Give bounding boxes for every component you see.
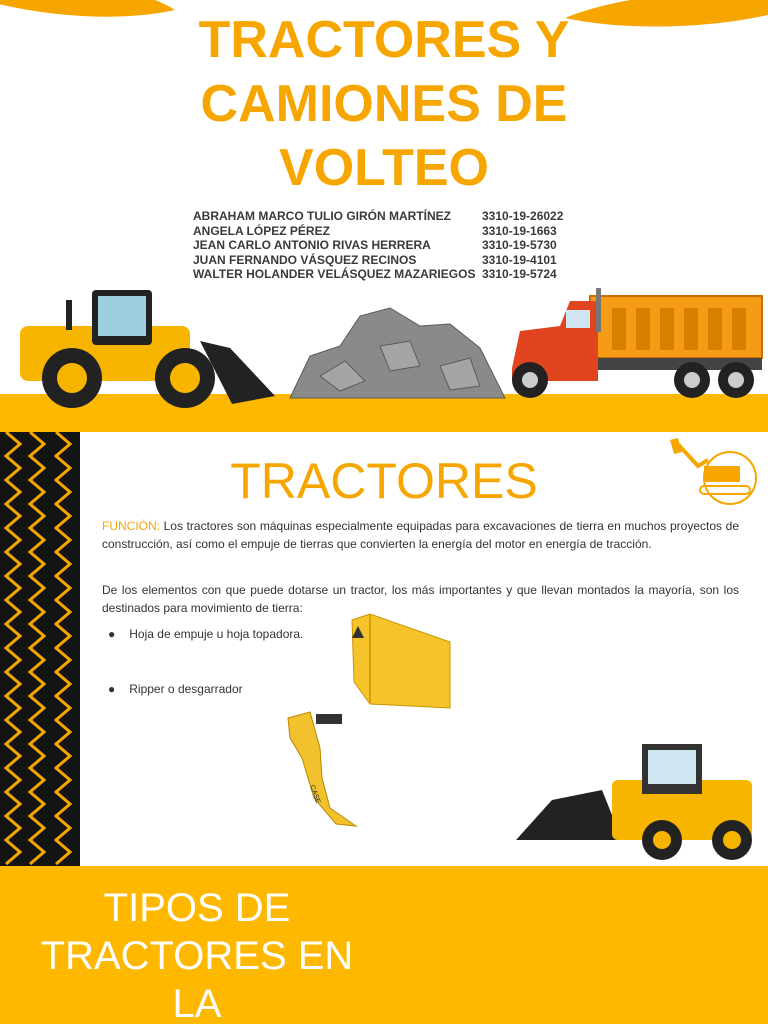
dump-truck-illustration — [512, 288, 762, 398]
author-row — [193, 209, 563, 224]
author-name: WALTER HOLANDER VELÁSQUEZ MAZARIEGOS — [193, 267, 476, 281]
author-row — [193, 238, 563, 253]
function-label: FUNCIÓN: — [102, 519, 160, 533]
list-item — [108, 682, 243, 696]
author-name: ANGELA LÓPEZ PÉREZ — [193, 223, 330, 238]
title-line: TRACTORES Y — [198, 11, 570, 69]
author-id: 3310-19-1663 — [482, 223, 557, 238]
author-name: JEAN CARLO ANTONIO RIVAS HERRERA — [193, 238, 431, 252]
ripper-brand-text: CASE — [308, 784, 322, 805]
page-title — [0, 8, 768, 200]
author-name: JUAN FERNANDO VÁSQUEZ RECINOS — [193, 252, 417, 267]
author-id: 3310-19-4101 — [482, 252, 557, 267]
author-row — [193, 267, 563, 282]
author-row — [193, 253, 563, 268]
wheel-loader-illustration — [20, 290, 275, 408]
title-line: VOLTEO — [279, 139, 489, 197]
list-item-text: Hoja de empuje u hoja topadora. — [129, 627, 304, 641]
author-name: ABRAHAM MARCO TULIO GIRÓN MARTÍNEZ — [193, 209, 451, 223]
ground-stripe — [0, 394, 768, 432]
bullet-icon: ● — [108, 682, 116, 696]
title-line: CAMIONES DE — [200, 75, 568, 133]
excavator-icon — [668, 436, 760, 506]
list-item — [108, 627, 303, 641]
author-id: 3310-19-26022 — [482, 209, 564, 223]
wheel-loader-image — [512, 740, 762, 862]
author-id: 3310-19-5730 — [482, 238, 557, 252]
bottom-section-title — [0, 884, 394, 1028]
function-paragraph — [102, 517, 739, 553]
ripper-image — [280, 708, 360, 828]
bullet-icon: ● — [108, 627, 116, 641]
bottom-title-line: TRACTORES EN — [40, 934, 354, 978]
bottom-title-line: TIPOS DE — [103, 886, 291, 930]
authors-list — [193, 209, 563, 282]
bottom-title-line: LA — [172, 982, 222, 1026]
author-id: 3310-19-5724 — [482, 267, 557, 281]
function-text: Los tractores son máquinas especialmente equipadas para excavaciones de tierra en muchos proyectos de construcción, así como el empuje de tierras que convierten la energía del motor en energía de tracción. — [102, 519, 739, 551]
section-title: TRACTORES — [230, 453, 538, 509]
list-item-text: Ripper o desgarrador — [129, 682, 243, 696]
author-row — [193, 224, 563, 239]
dozer-blade-image — [350, 612, 454, 712]
rock-pile-illustration — [290, 308, 505, 398]
construction-banner-illustration — [0, 286, 768, 432]
elements-paragraph: De los elementos con que puede dotarse un tractor, los más importantes y que llevan montados la mayoría, son los destinados para movimiento de tierra: — [102, 583, 739, 615]
